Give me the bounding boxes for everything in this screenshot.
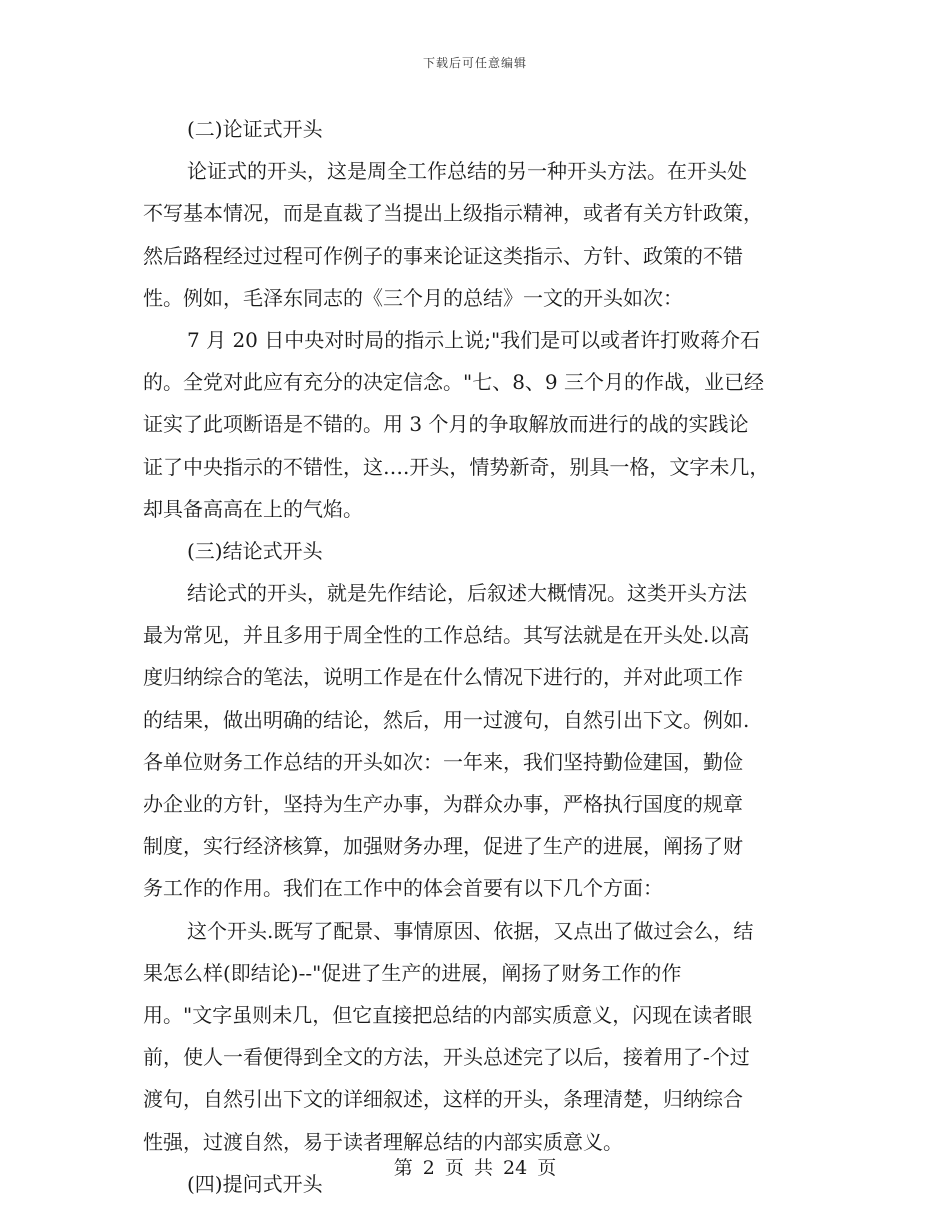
page-header: 下载后可任意编辑 (422, 56, 527, 70)
paragraph-line: 论证式的开头，这是周全工作总结的另一种开头方法。在开头处 (187, 159, 747, 184)
paragraph-line: 性。例如，毛泽东同志的《三个月的总结》一文的开头如次： (143, 285, 683, 310)
paragraph-line: 度归纳综合的笔法，说明工作是在什么情况下进行的，并对此项工作 (143, 665, 743, 690)
paragraph-line: 证了中央指示的不错性，这….开头，情势新奇，别具一格，文字未几， (143, 454, 770, 479)
paragraph-line: 果怎么样(即结论)--"促进了生产的进展，阐扬了财务工作的作 (143, 960, 682, 985)
paragraph-line: 不写基本情况，而是直裁了当提出上级指示精神，或者有关方针政策， (143, 201, 763, 226)
paragraph-line: 前，使人一看便得到全文的方法，开头总述完了以后，接着用了-个过 (143, 1045, 750, 1070)
paragraph-line: 结论式的开头，就是先作结论，后叙述大概情况。这类开头方法 (187, 581, 747, 606)
paragraph-line: 制度，实行经济核算，加强财务办理，促进了生产的进展，阐扬了财 (143, 834, 743, 859)
paragraph-line: 最为常见，并且多用于周全性的工作总结。其写法就是在开头处.以高 (143, 623, 750, 648)
paragraph-line: 渡句，自然引出下文的详细叙述，这样的开头，条理清楚，归纳综合 (143, 1087, 743, 1112)
paragraph-line: 办企业的方针，坚持为生产办事，为群众办事，严格执行国度的规章 (143, 792, 743, 816)
paragraph-line: 各单位财务工作总结的开头如次：一年来，我们坚持勤俭建国，勤俭 (143, 749, 743, 774)
page-number-footer: 第 2 页 共 24 页 (393, 1157, 557, 1179)
paragraph-line: 务工作的作用。我们在工作中的体会首要有以下几个方面： (143, 876, 663, 901)
paragraph-line: 却具备高高在上的气焰。 (143, 496, 363, 521)
paragraph-line: 的结果，做出明确的结论，然后，用一过渡句，自然引出下文。例如. (143, 707, 750, 732)
section-heading-argument: (二)论证式开头 (187, 117, 323, 141)
paragraph-line: 然后路程经过过程可作例子的事来论证这类指示、方针、政策的不错 (143, 243, 743, 268)
paragraph-line: 用。"文字虽则未几，但它直接把总结的内部实质意义，闪现在读者眼 (143, 1002, 753, 1027)
paragraph-line: 7 月 20 日中央对时局的指示上说;"我们是可以或者许打败蒋介石 (187, 327, 761, 352)
paragraph-line: 性强，过渡自然，易于读者理解总结的内部实质意义。 (143, 1129, 623, 1154)
paragraph-line: 证实了此项断语是不错的。用 3 个月的争取解放而进行的战的实践论 (143, 412, 749, 437)
paragraph-line: 的。全党对此应有充分的决定信念。"七、8、9 三个月的作战，业已经 (143, 370, 765, 395)
paragraph-line: 这个开头.既写了配景、事情原因、依据，又点出了做过会么，结 (187, 918, 754, 943)
section-heading-question: (四)提问式开头 (187, 1171, 323, 1196)
document-body (143, 108, 815, 1205)
section-heading-conclusion: (三)结论式开头 (187, 538, 323, 563)
